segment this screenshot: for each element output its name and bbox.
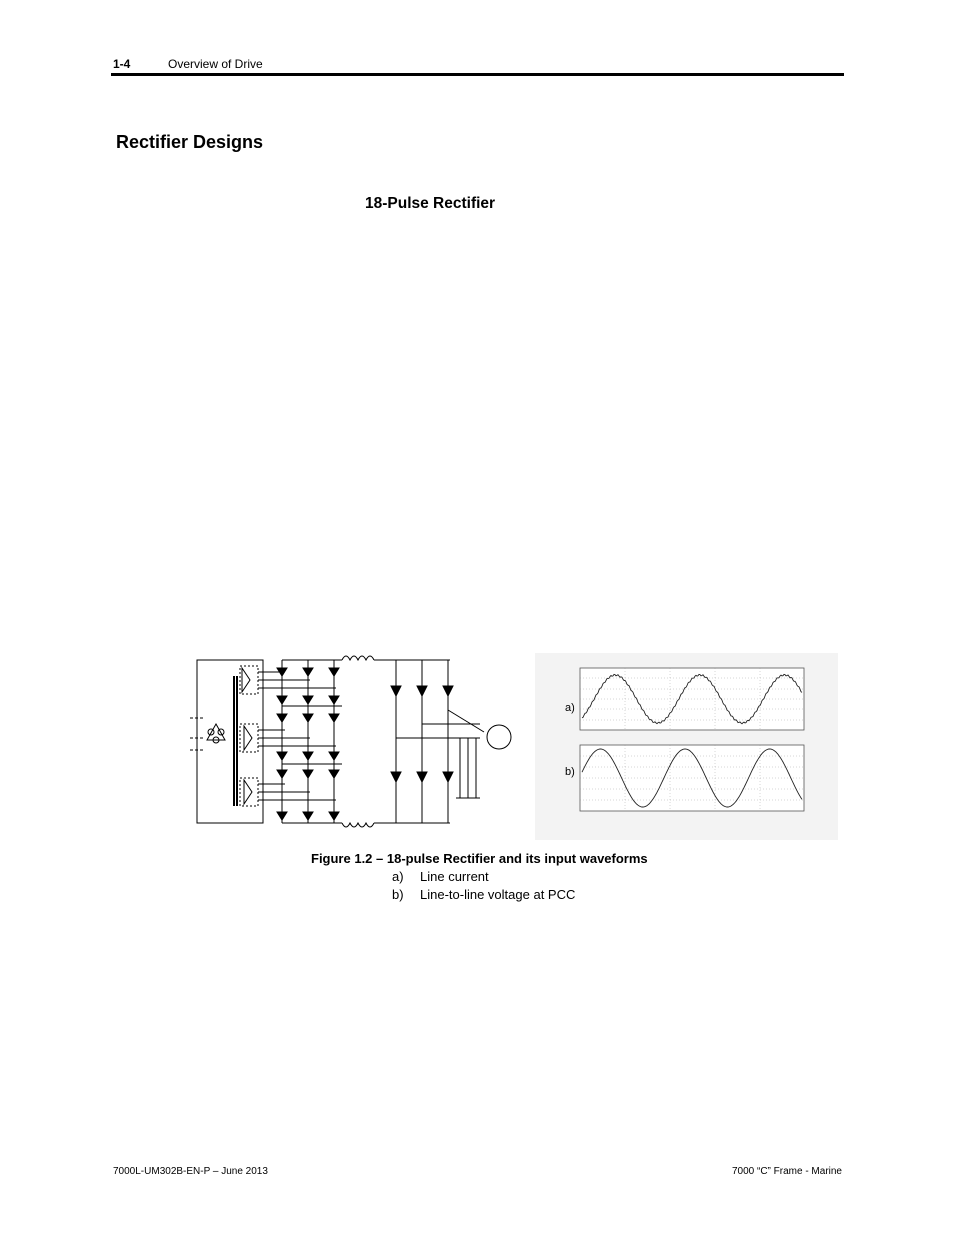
legend-item-b [392, 887, 575, 902]
legend-text: Line current [420, 869, 489, 884]
plot-a-label: a) [565, 702, 575, 714]
diodes-and-thyristors [277, 668, 453, 820]
legend-key: b) [392, 887, 404, 902]
figure-18-pulse-rectifier [190, 648, 840, 840]
running-header: Overview of Drive [168, 57, 263, 71]
legend-text: Line-to-line voltage at PCC [420, 887, 576, 902]
rectifier-figure-svg [190, 648, 840, 840]
page-number: 1-4 [113, 57, 131, 71]
legend-item-a [392, 869, 489, 884]
footer-product: 7000 “C” Frame - Marine [731, 1166, 842, 1177]
figure-caption: Figure 1.2 – 18-pulse Rectifier and its input waveforms [311, 851, 648, 866]
circuit-schematic [190, 656, 511, 827]
header-rule [111, 73, 844, 76]
transformer-box [197, 660, 263, 823]
section-title: Rectifier Designs [116, 132, 264, 152]
footer-doc-id: 7000L-UM302B-EN-P – June 2013 [113, 1166, 268, 1177]
subsection-title: 18-Pulse Rectifier [365, 195, 496, 212]
plot-b-label: b) [565, 766, 575, 778]
legend-key: a) [392, 869, 404, 884]
waveform-panel [535, 653, 838, 840]
